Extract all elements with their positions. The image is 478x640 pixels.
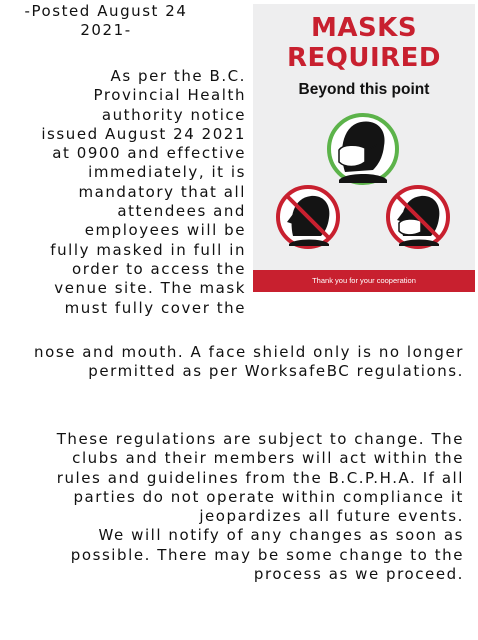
paragraph-line: issued August 24 2021 bbox=[41, 124, 246, 143]
posted-date bbox=[0, 2, 212, 41]
paragraph-line: fully masked in full in bbox=[50, 240, 246, 259]
paragraph-line: mandatory that all bbox=[78, 182, 246, 201]
paragraph-line: order to access the bbox=[72, 259, 246, 278]
notice-paragraph-1-wide bbox=[34, 343, 464, 382]
masked-person-allowed-icon bbox=[329, 115, 397, 183]
no-mask-prohibited-icon bbox=[278, 187, 338, 247]
paragraph-line: must fully cover the bbox=[64, 298, 246, 317]
sign-subtitle: Beyond this point bbox=[298, 81, 430, 98]
paragraph-line: process as we proceed. bbox=[253, 565, 464, 584]
paragraph-line: possible. There may be some change to the bbox=[70, 545, 464, 564]
paragraph-line: employees will be bbox=[84, 221, 246, 240]
sign-footer: Thank you for your cooperation bbox=[253, 270, 475, 292]
paragraph-line: at 0900 and effective bbox=[52, 144, 246, 163]
paragraph-line: rules and guidelines from the B.C.P.H.A. If all bbox=[56, 468, 464, 487]
mask-below-nose-prohibited-icon bbox=[388, 187, 448, 247]
paragraph-line: permitted as per WorksafeBC regulations. bbox=[88, 362, 464, 381]
paragraph-line: parties do not operate within compliance it bbox=[73, 487, 464, 506]
posted-line: -Posted August 24 bbox=[24, 2, 188, 20]
sign-title-required: REQUIRED bbox=[286, 43, 442, 73]
masks-required-sign bbox=[253, 4, 475, 292]
notice-paragraph-1-narrow bbox=[41, 67, 246, 318]
posted-line: 2021- bbox=[80, 21, 132, 40]
paragraph-line: attendees and bbox=[117, 202, 246, 221]
paragraph-line: immediately, it is bbox=[88, 163, 246, 182]
paragraph-line: jeopardizes all future events. bbox=[199, 507, 464, 526]
sign-pictograms bbox=[253, 4, 475, 270]
paragraph-line: As per the B.C. bbox=[110, 67, 246, 85]
paragraph-line: We will notify of any changes as soon as bbox=[98, 526, 464, 545]
paragraph-line: Provincial Health bbox=[93, 86, 246, 105]
paragraph-line: clubs and their members will act within the bbox=[72, 449, 464, 468]
paragraph-line: These regulations are subject to change. The bbox=[56, 430, 464, 448]
paragraph-line: nose and mouth. A face shield only is no longer bbox=[34, 343, 464, 361]
paragraph-line: venue site. The mask bbox=[54, 279, 246, 298]
notice-paragraph-2 bbox=[57, 430, 464, 584]
paragraph-line: authority notice bbox=[101, 105, 246, 124]
sign-title-masks: MASKS bbox=[310, 13, 418, 43]
